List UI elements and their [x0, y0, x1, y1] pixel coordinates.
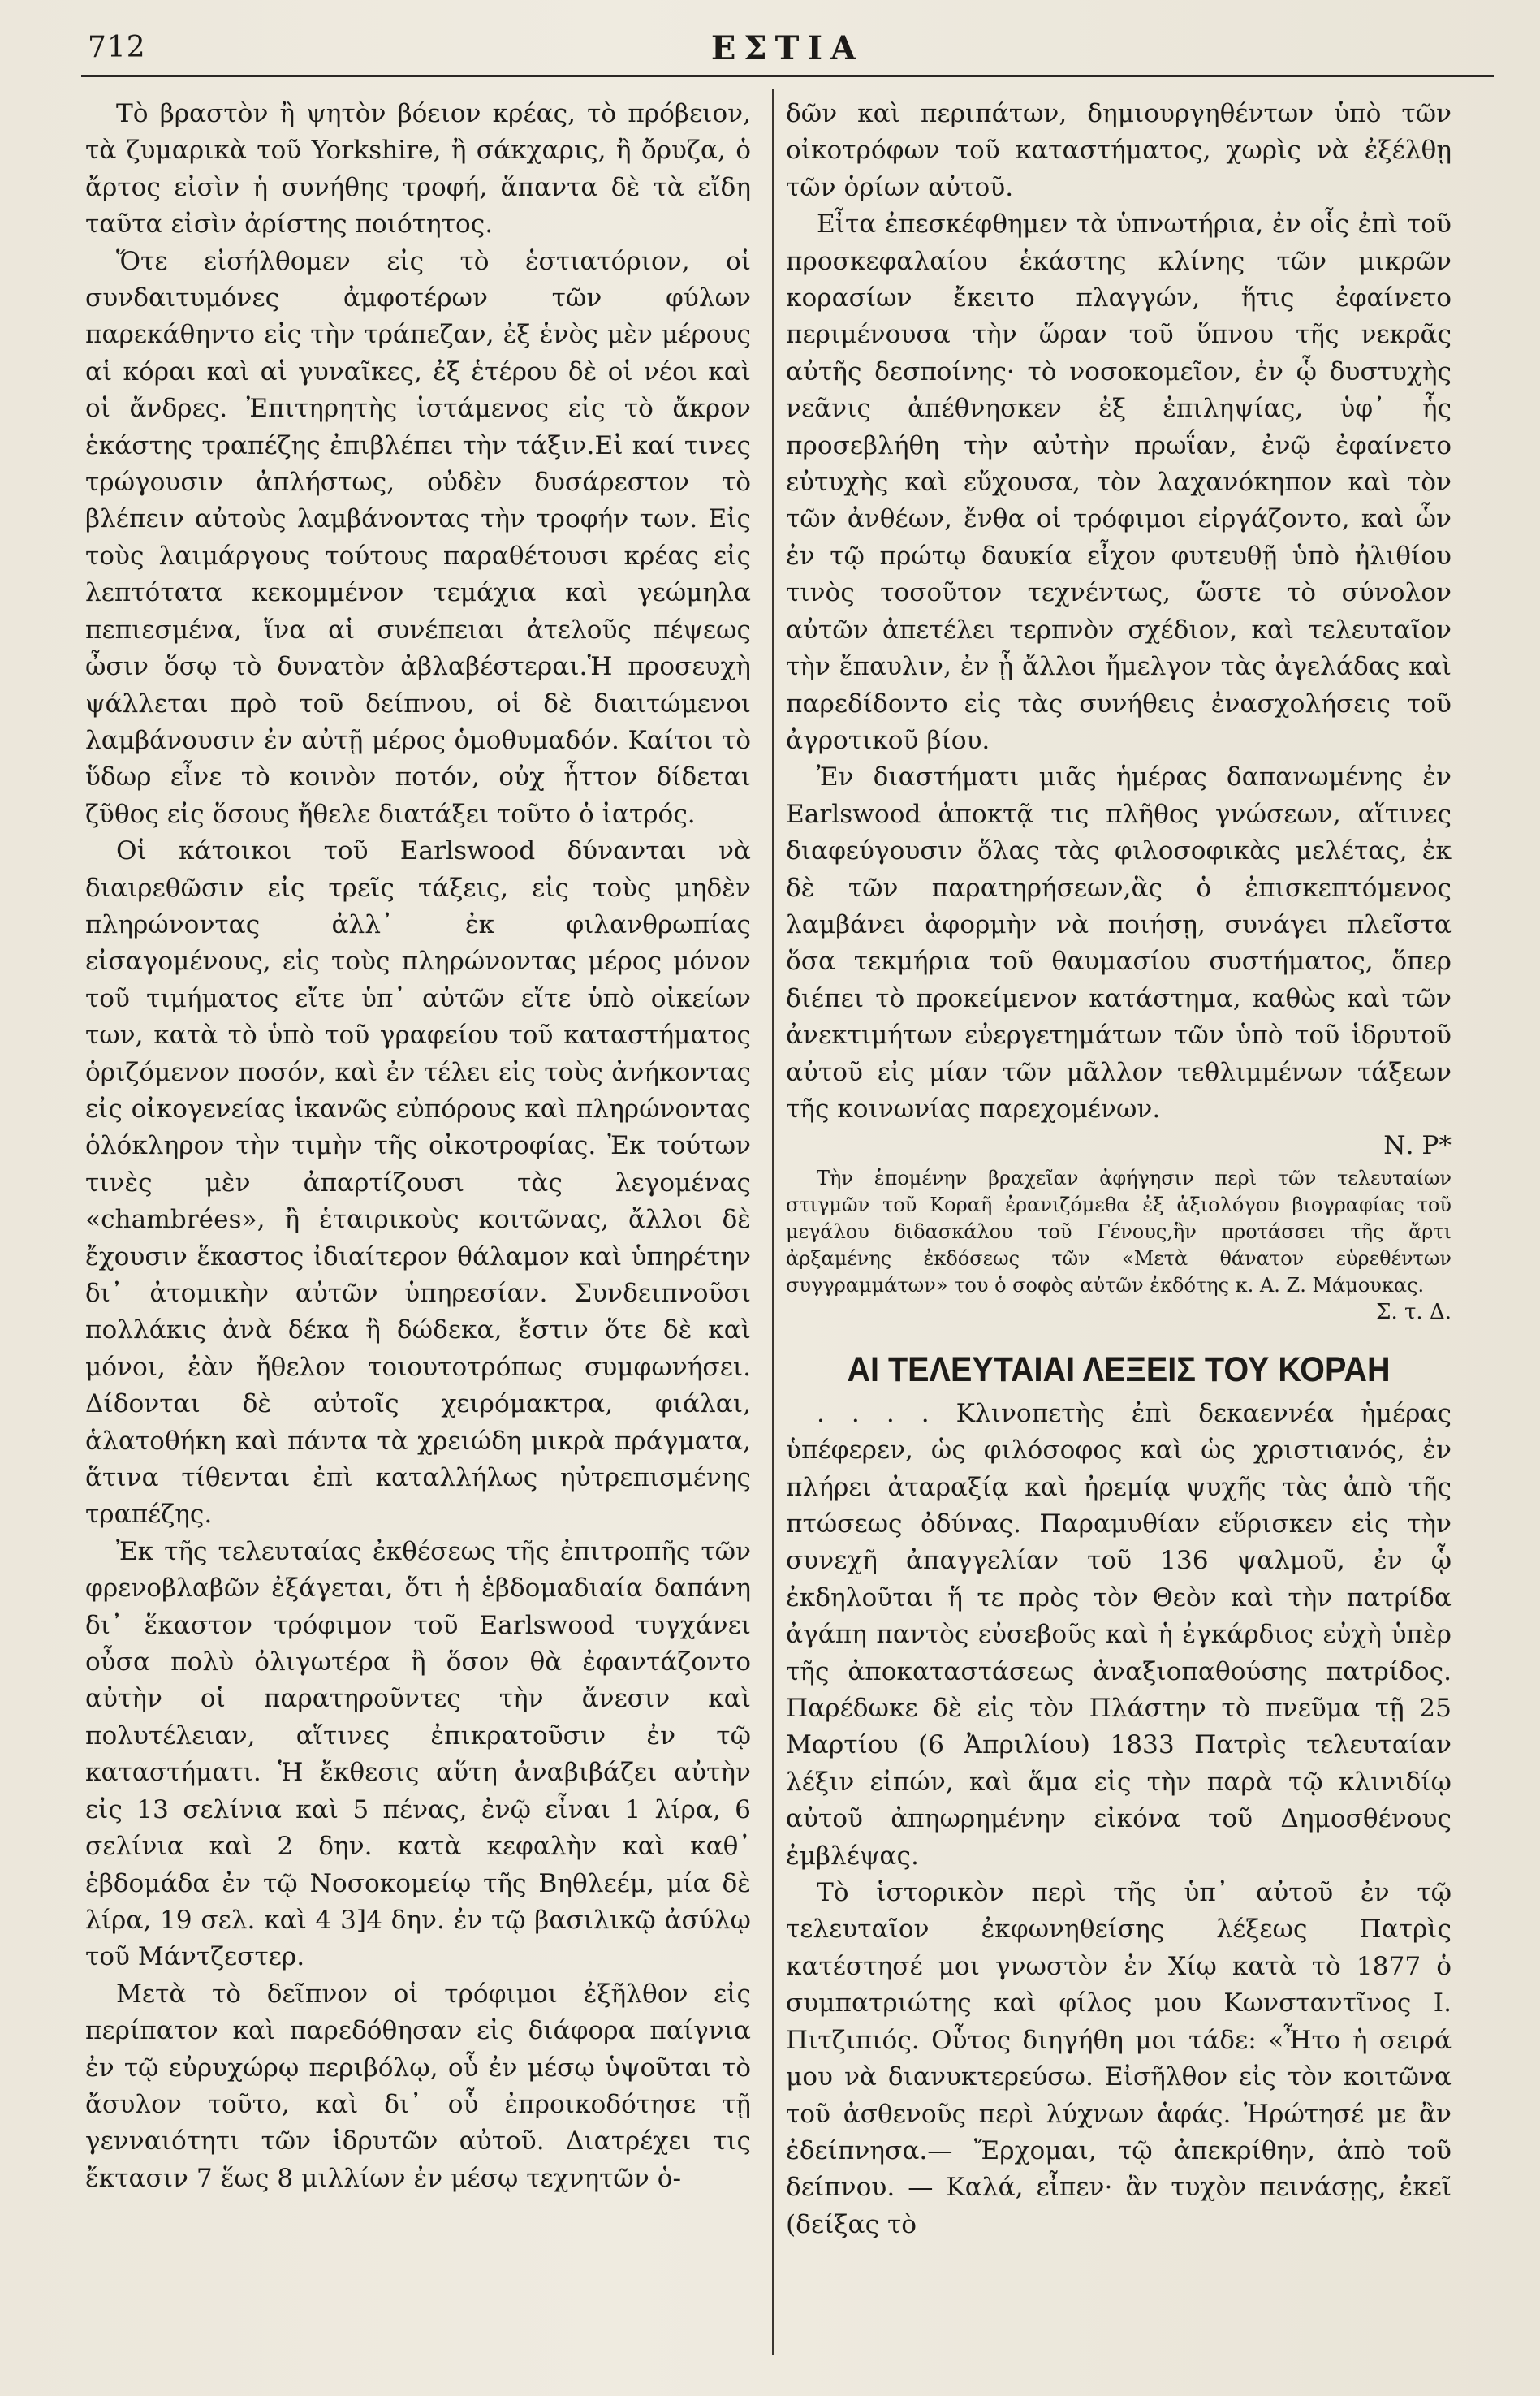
paragraph: Ἐκ τῆς τελευταίας ἐκθέσεως τῆς ἐπιτροπῆς τῶν φρενοβλαβῶν ἐξάγεται, ὅτι ἡ ἑβδομαδιαία δαπάνη δι᾽ ἕκαστον τρόφιμον τοῦ Earlswood τυγχάνει οὖσα πολὺ ὀλιγωτέρα ἢ ὅσον θὰ ἐφαντάζοντο αὐτὴν οἱ παρατηροῦντες τὴν ἄνεσιν καὶ πολυτέλειαν, αἵτινες ἐπικρατοῦσιν ἐν τῷ καταστήματι. Ἡ ἔκθεσις αὕτη ἀναβιβάζει αὐτὴν εἰς 13 σελίνια καὶ 5 πένας, ἐνῷ εἶναι 1 λίρα, 6 σελίνια καὶ 2 δην. κατὰ κεφαλὴν καὶ καθ᾽ ἑβδομάδα ἐν τῷ Νοσοκομείῳ τῆς Βηθλεέμ, μία δὲ λίρα, 19 σελ. καὶ 4 3]4 δην. ἐν τῷ βασιλικῷ ἀσύλῳ τοῦ Μάντζεστερ. [85, 1536, 751, 1972]
page-header [81, 23, 1494, 71]
journal-title: ΕΣΤΙΑ [710, 29, 865, 67]
left-column [85, 96, 751, 2197]
editor-signature: Σ. τ. Δ. [1376, 1299, 1452, 1324]
right-column [786, 96, 1452, 2243]
paragraph: Ὅτε εἰσήλθομεν εἰς τὸ ἑστιατόριον, οἱ συνδαιτυμόνες ἀμφοτέρων τῶν φύλων παρεκάθηντο εἰς τὴν τράπεζαν, ἐξ ἑνὸς μὲν μέρους αἱ κόραι καὶ αἱ γυναῖκες, ἐξ ἑτέρου δὲ οἱ νέοι καὶ οἱ ἄνδρες. Ἐπιτηρητὴς ἱστάμενος εἰς τὸ ἄκρον ἑκάστης τραπέζης ἐπιβλέπει τὴν τάξιν.Εἰ καί τινες τρώγουσιν ἀπλήστως, οὐδὲν δυσάρεστον τὸ βλέπειν αὐτοὺς λαμβάνοντας τὴν τροφήν των. Εἰς τοὺς λαιμάργους τούτους παραθέτουσι κρέας εἰς λεπτότατα κεκομμένον τεμάχια καὶ γεώμηλα πεπιεσμένα, ἵνα αἱ συνέπειαι ἀτελοῦς πέψεως ὦσιν ὅσῳ τὸ δυνατὸν ἀβλαβέστεραι.Ἡ προσευχὴ ψάλλεται πρὸ τοῦ δείπνου, οἱ δὲ διαιτώμενοι λαμβάνουσιν ἐν αὐτῇ μέρος ὁμοθυμαδόν. Καίτοι τὸ ὕδωρ εἶνε τὸ κοινὸν ποτόν, οὐχ ἧττον δίδεται ζῦθος εἰς ὅσους ἤθελε διατάξει τοῦτο ὁ ἰατρός. [85, 246, 751, 829]
author-signature: Ν. Ρ* [1383, 1131, 1452, 1161]
paragraph: Τὸ βραστὸν ἢ ψητὸν βόειον κρέας, τὸ πρόβειον, τὰ ζυμαρικὰ τοῦ Yorkshire, ἢ σάκχαρις, ἢ ὄρυζα, ὁ ἄρτος εἰσὶν ἡ συνήθης τροφή, ἅπαντα δὲ τὰ εἴδη ταῦτα εἰσὶν ἀρίστης ποιότητος. [85, 99, 751, 240]
author-signature-line [786, 1128, 1452, 1164]
header-rule [81, 75, 1494, 77]
paragraph: . . . . Κλινοπετὴς ἐπὶ δεκαεννέα ἡμέρας ὑπέφερεν, ὡς φιλόσοφος καὶ ὡς χριστιανός, ἐν πλήρει ἀταραξίᾳ καὶ ἠρεμίᾳ ψυχῆς τὰς ἀπὸ τῆς πτώσεως ὀδύνας. Παραμυθίαν εὕρισκεν εἰς τὴν συνεχῆ ἀπαγγελίαν τοῦ 136 ψαλμοῦ, ἐν ᾧ ἐκδηλοῦται ἥ τε πρὸς τὸν Θεὸν καὶ τὴν πατρίδα ἀγάπη παντὸς εὐσεβοῦς καὶ ἡ ἐγκάρδιος εὐχὴ ὑπὲρ τῆς ἀποκαταστάσεως ἀναξιοπαθούσης πατρίδος. Παρέδωκε δὲ εἰς τὸν Πλάστην τὸ πνεῦμα τῇ 25 Μαρτίου (6 Ἀπριλίου) 1833 Πατρὶς τελευταίαν λέξιν εἰπών, καὶ ἅμα εἰς τὴν παρὰ τῷ κλινιδίῳ αὐτοῦ ἀπηωρημένην εἰκόνα τοῦ Δημοσθένους ἐμβλέψας. [786, 1398, 1452, 1871]
paragraph: Εἶτα ἐπεσκέφθημεν τὰ ὑπνωτήρια, ἐν οἷς ἐπὶ τοῦ προσκεφαλαίου ἑκάστης κλίνης τῶν μικρῶν κορασίων ἔκειτο πλαγγών, ἥτις ἐφαίνετο περιμένουσα τὴν ὥραν τοῦ ὕπνου τῆς νεκρᾶς αὐτῆς δεσποίνης· τὸ νοσοκομεῖον, ἐν ᾧ δυστυχὴς νεᾶνις ἀπέθνησκεν ἐξ ἐπιληψίας, ὑφ᾽ ἧς προσεβλήθη τὴν αὐτὴν πρωΐαν, ἐνῷ ἐφαίνετο εὐτυχὴς καὶ εὔχουσα, τὸν λαχανόκηπον καὶ τὸν τῶν ἀνθέων, ἔνθα οἱ τρόφιμοι εἰργάζοντο, καὶ ὧν ἐν τῷ πρώτῳ δαυκία εἶχον φυτευθῇ ὑπὸ ἠλιθίου τινὸς τοσοῦτον τεχνέντως, ὥστε τὸ σύνολον αὐτῶν ἀπετέλει τερπνὸν σχέδιον, καὶ τελευταῖον τὴν ἔπαυλιν, ἐν ᾗ ἄλλοι ἤμελγον τὰς ἀγελάδας καὶ παρεδίδοντο εἰς τὰς συνήθεις ἐνασχολήσεις τοῦ ἀγροτικοῦ βίου. [786, 209, 1452, 755]
section-title: ΑΙ ΤΕΛΕΥΤΑΙΑΙ ΛΕΞΕΙΣ ΤΟΥ ΚΟΡΑΗ [847, 1349, 1391, 1389]
column-divider [772, 89, 774, 2355]
paragraph: Οἱ κάτοικοι τοῦ Earlswood δύνανται νὰ διαιρεθῶσιν εἰς τρεῖς τάξεις, εἰς τοὺς μηδὲν πληρώνοντας ἀλλ᾽ ἐκ φιλανθρωπίας εἰσαγομένους, εἰς τοὺς πληρώνοντας μέρος μόνον τοῦ τιμήματος εἴτε ὑπ᾽ αὐτῶν εἴτε ὑπὸ οἰκείων των, κατὰ τὸ ὑπὸ τοῦ γραφείου τοῦ καταστήματος ὁριζόμενον ποσόν, καὶ ἐν τέλει εἰς τοὺς ἀνήκοντας εἰς οἰκογενείας ἱκανῶς εὐπόρους καὶ πληρώνοντας ὁλόκληρον τὴν τιμὴν τῆς οἰκοτροφίας. Ἐκ τούτων τινὲς μὲν ἀπαρτίζουσι τὰς λεγομένας «chambrées», ἢ ἑταιρικοὺς κοιτῶνας, ἄλλοι δὲ ἔχουσιν ἕκαστος ἰδιαίτερον θάλαμον καὶ ὑπηρέτην δι᾽ ἀτομικὴν αὐτῶν ὑπηρεσίαν. Συνδειπνοῦσι πολλάκις ἀνὰ δέκα ἢ δώδεκα, ἔστιν ὅτε δὲ καὶ μόνοι, ἐὰν ἤθελον τοιουτοτρόπως συμφωνήσει. Δίδονται δὲ αὐτοῖς χειρόμακτρα, φιάλαι, ἁλατοθήκη καὶ πάντα τὰ χρειώδη μικρὰ πράγματα, ἅτινα τίθενται ἐπὶ καταλλήλως ηὐτρεπισμένης τραπέζης. [85, 836, 751, 1530]
paragraph: Μετὰ τὸ δεῖπνον οἱ τρόφιμοι ἐξῆλθον εἰς περίπατον καὶ παρεδόθησαν εἰς διάφορα παίγνια ἐν τῷ εὐρυχώρῳ περιβόλῳ, οὗ ἐν μέσῳ ὑψοῦται τὸ ἄσυλον τοῦτο, καὶ δι᾽ οὗ ἐπροικοδότησε τῇ γενναιότητι τῶν ἱδρυτῶν αὐτοῦ. Διατρέχει τις ἔκτασιν 7 ἕως 8 μιλλίων ἐν μέσῳ τεχνητῶν ὁ- [85, 1979, 751, 2193]
editor-note: Τὴν ἑπομένην βραχεῖαν ἀφήγησιν περὶ τῶν τελευταίων στιγμῶν τοῦ Κοραῆ ἐρανιζόμεθα ἐξ ἀξιολόγου βιογραφίας τοῦ μεγάλου διδασκάλου τοῦ Γένους,ἣν προτάσσει τῆς ἄρτι ἀρξαμένης ἐκδόσεως τῶν «Μετὰ θάνατον εὑρεθέντων συγγραμμάτων» του ὁ σοφὸς αὐτῶν ἐκδότης κ. Α. Ζ. Μάμουκας. [786, 1166, 1452, 1297]
paragraph: Τὸ ἱστορικὸν περὶ τῆς ὑπ᾽ αὐτοῦ ἐν τῷ τελευταῖον ἐκφωνηθείσης λέξεως Πατρὶς κατέστησέ μοι γνωστὸν ἐν Χίῳ κατὰ τὸ 1877 ὁ συμπατριώτης καὶ φίλος μου Κωνσταντῖνος Ι. Πιτζιπιός. Οὗτος διηγήθη μοι τάδε: «Ἦτο ἡ σειρά μου νὰ διανυκτερεύσω. Εἰσῆλθον εἰς τὸν κοιτῶνα τοῦ ἀσθενοῦς περὶ λύχνων ἁφάς. Ἠρώτησέ με ἂν ἐδείπνησα.— Ἔρχομαι, τῷ ἀπεκρίθην, ἀπὸ τοῦ δείπνου. — Καλά, εἶπεν· ἂν τυχὸν πεινάσῃς, ἐκεῖ (δείξας τὸ [786, 1878, 1452, 2239]
paragraph: δῶν καὶ περιπάτων, δημιουργηθέντων ὑπὸ τῶν οἰκοτρόφων τοῦ καταστήματος, χωρὶς νὰ ἐξέλθῃ τῶν ὁρίων αὐτοῦ. [786, 99, 1452, 202]
page-number: 712 [88, 31, 146, 64]
paragraph: Ἐν διαστήματι μιᾶς ἡμέρας δαπανωμένης ἐν Earlswood ἀποκτᾷ τις πλῆθος γνώσεων, αἵτινες διαφεύγουσιν ὅλας τὰς φιλοσοφικὰς μελέτας, ἐκ δὲ τῶν παρατηρήσεων,ἃς ὁ ἐπισκεπτόμενος λαμβάνει ἀφορμὴν νὰ ποιήσῃ, συνάγει πλεῖστα ὅσα τεκμήρια τοῦ θαυμασίου συστήματος, ὅπερ διέπει τὸ προκείμενον κατάστημα, καθὼς καὶ τῶν ἀνεκτιμήτων εὐεργετημάτων τῶν ὑπὸ τοῦ ἱδρυτοῦ αὐτοῦ εἰς μίαν τῶν μᾶλλον τεθλιμμένων τάξεων τῆς κοινωνίας παρεχομένων. [786, 762, 1452, 1124]
